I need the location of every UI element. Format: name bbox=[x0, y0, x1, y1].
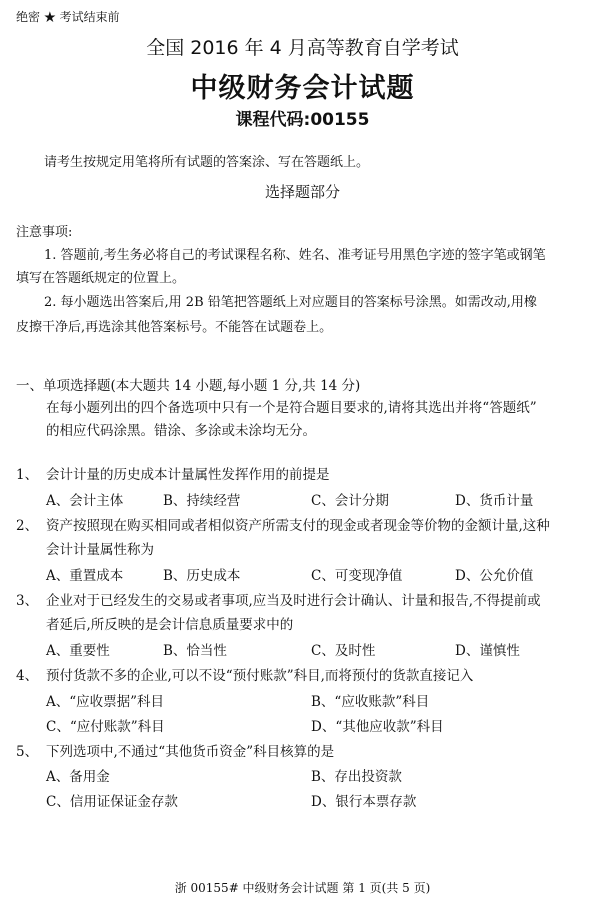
option-c: C、信用证保证金存款 bbox=[46, 794, 178, 810]
option-a: A、会计主体 bbox=[46, 493, 124, 509]
section-title: 选择题部分 bbox=[264, 183, 340, 201]
option-a: A、重置成本 bbox=[46, 568, 124, 584]
option-a: A、“应收票据”科目 bbox=[46, 694, 165, 710]
note-2-line-2: 皮擦干净后,再选涂其他答案标号。不能答在试题卷上。 bbox=[16, 320, 333, 335]
option-d: D、“其他应收款”科目 bbox=[311, 719, 444, 735]
part1-desc-line-1: 在每小题列出的四个备选项中只有一个是符合题目要求的,请将其选出并将“答题纸” bbox=[46, 400, 537, 416]
option-d: D、谨慎性 bbox=[455, 643, 520, 659]
question-text-continued: 会计计量属性称为 bbox=[46, 542, 154, 558]
note-1-line-1: 1. 答题前,考生务必将自己的考试课程名称、姓名、准考证号用黑色字迹的签字笔或钢笔 bbox=[44, 248, 546, 263]
page-footer: 浙 00155# 中级财务会计试题 第 1 页(共 5 页) bbox=[174, 881, 431, 895]
option-c: C、可变现净值 bbox=[311, 568, 403, 584]
question-text: 企业对于已经发生的交易或者事项,应当及时进行会计确认、计量和报告,不得提前或 bbox=[46, 593, 541, 609]
option-d: D、公允价值 bbox=[455, 568, 534, 584]
question-text: 预付货款不多的企业,可以不设“预付账款”科目,而将预付的货款直接记入 bbox=[46, 668, 474, 684]
note-2-line-1: 2. 每小题选出答案后,用 2B 铅笔把答题纸上对应题目的答案标号涂黑。如需改动,用橡 bbox=[44, 295, 537, 310]
option-b: B、“应收账款”科目 bbox=[311, 694, 430, 710]
option-c: C、“应付账款”科目 bbox=[46, 719, 165, 735]
notes-heading: 注意事项: bbox=[16, 225, 73, 240]
question-number: 5、 bbox=[16, 744, 39, 760]
option-b: B、存出投资款 bbox=[311, 769, 402, 785]
option-d: D、货币计量 bbox=[455, 493, 534, 509]
subject-title: 中级财务会计试题 bbox=[190, 73, 415, 104]
answer-instruction: 请考生按规定用笔将所有试题的答案涂、写在答题纸上。 bbox=[44, 155, 370, 170]
option-a: A、重要性 bbox=[46, 643, 110, 659]
option-c: C、及时性 bbox=[311, 643, 376, 659]
question-number: 3、 bbox=[16, 593, 39, 609]
course-code: 课程代码:00155 bbox=[235, 110, 370, 130]
question-text: 下列选项中,不通过“其他货币资金”科目核算的是 bbox=[46, 744, 335, 760]
question-number: 4、 bbox=[16, 668, 39, 684]
option-b: B、持续经营 bbox=[163, 493, 241, 509]
question-text: 会计计量的历史成本计量属性发挥作用的前提是 bbox=[46, 467, 330, 483]
note-1-line-2: 填写在答题纸规定的位置上。 bbox=[16, 271, 186, 286]
exam-title: 全国 2016 年 4 月高等教育自学考试 bbox=[146, 37, 459, 59]
option-c: C、会计分期 bbox=[311, 493, 389, 509]
question-number: 2、 bbox=[16, 518, 39, 534]
option-b: B、恰当性 bbox=[163, 643, 227, 659]
confidential-label: 绝密 ★ 考试结束前 bbox=[16, 10, 120, 24]
option-b: B、历史成本 bbox=[163, 568, 241, 584]
part1-heading: 一、单项选择题(本大题共 14 小题,每小题 1 分,共 14 分) bbox=[16, 378, 361, 394]
option-a: A、备用金 bbox=[46, 769, 110, 785]
question-text-continued: 者延后,所反映的是会计信息质量要求中的 bbox=[46, 617, 294, 633]
part1-desc-line-2: 的相应代码涂黑。错涂、多涂或未涂均无分。 bbox=[46, 423, 316, 439]
option-d: D、银行本票存款 bbox=[311, 794, 417, 810]
question-number: 1、 bbox=[16, 467, 39, 483]
question-text: 资产按照现在购买相同或者相似资产所需支付的现金或者现金等价物的金额计量,这种 bbox=[46, 518, 550, 534]
